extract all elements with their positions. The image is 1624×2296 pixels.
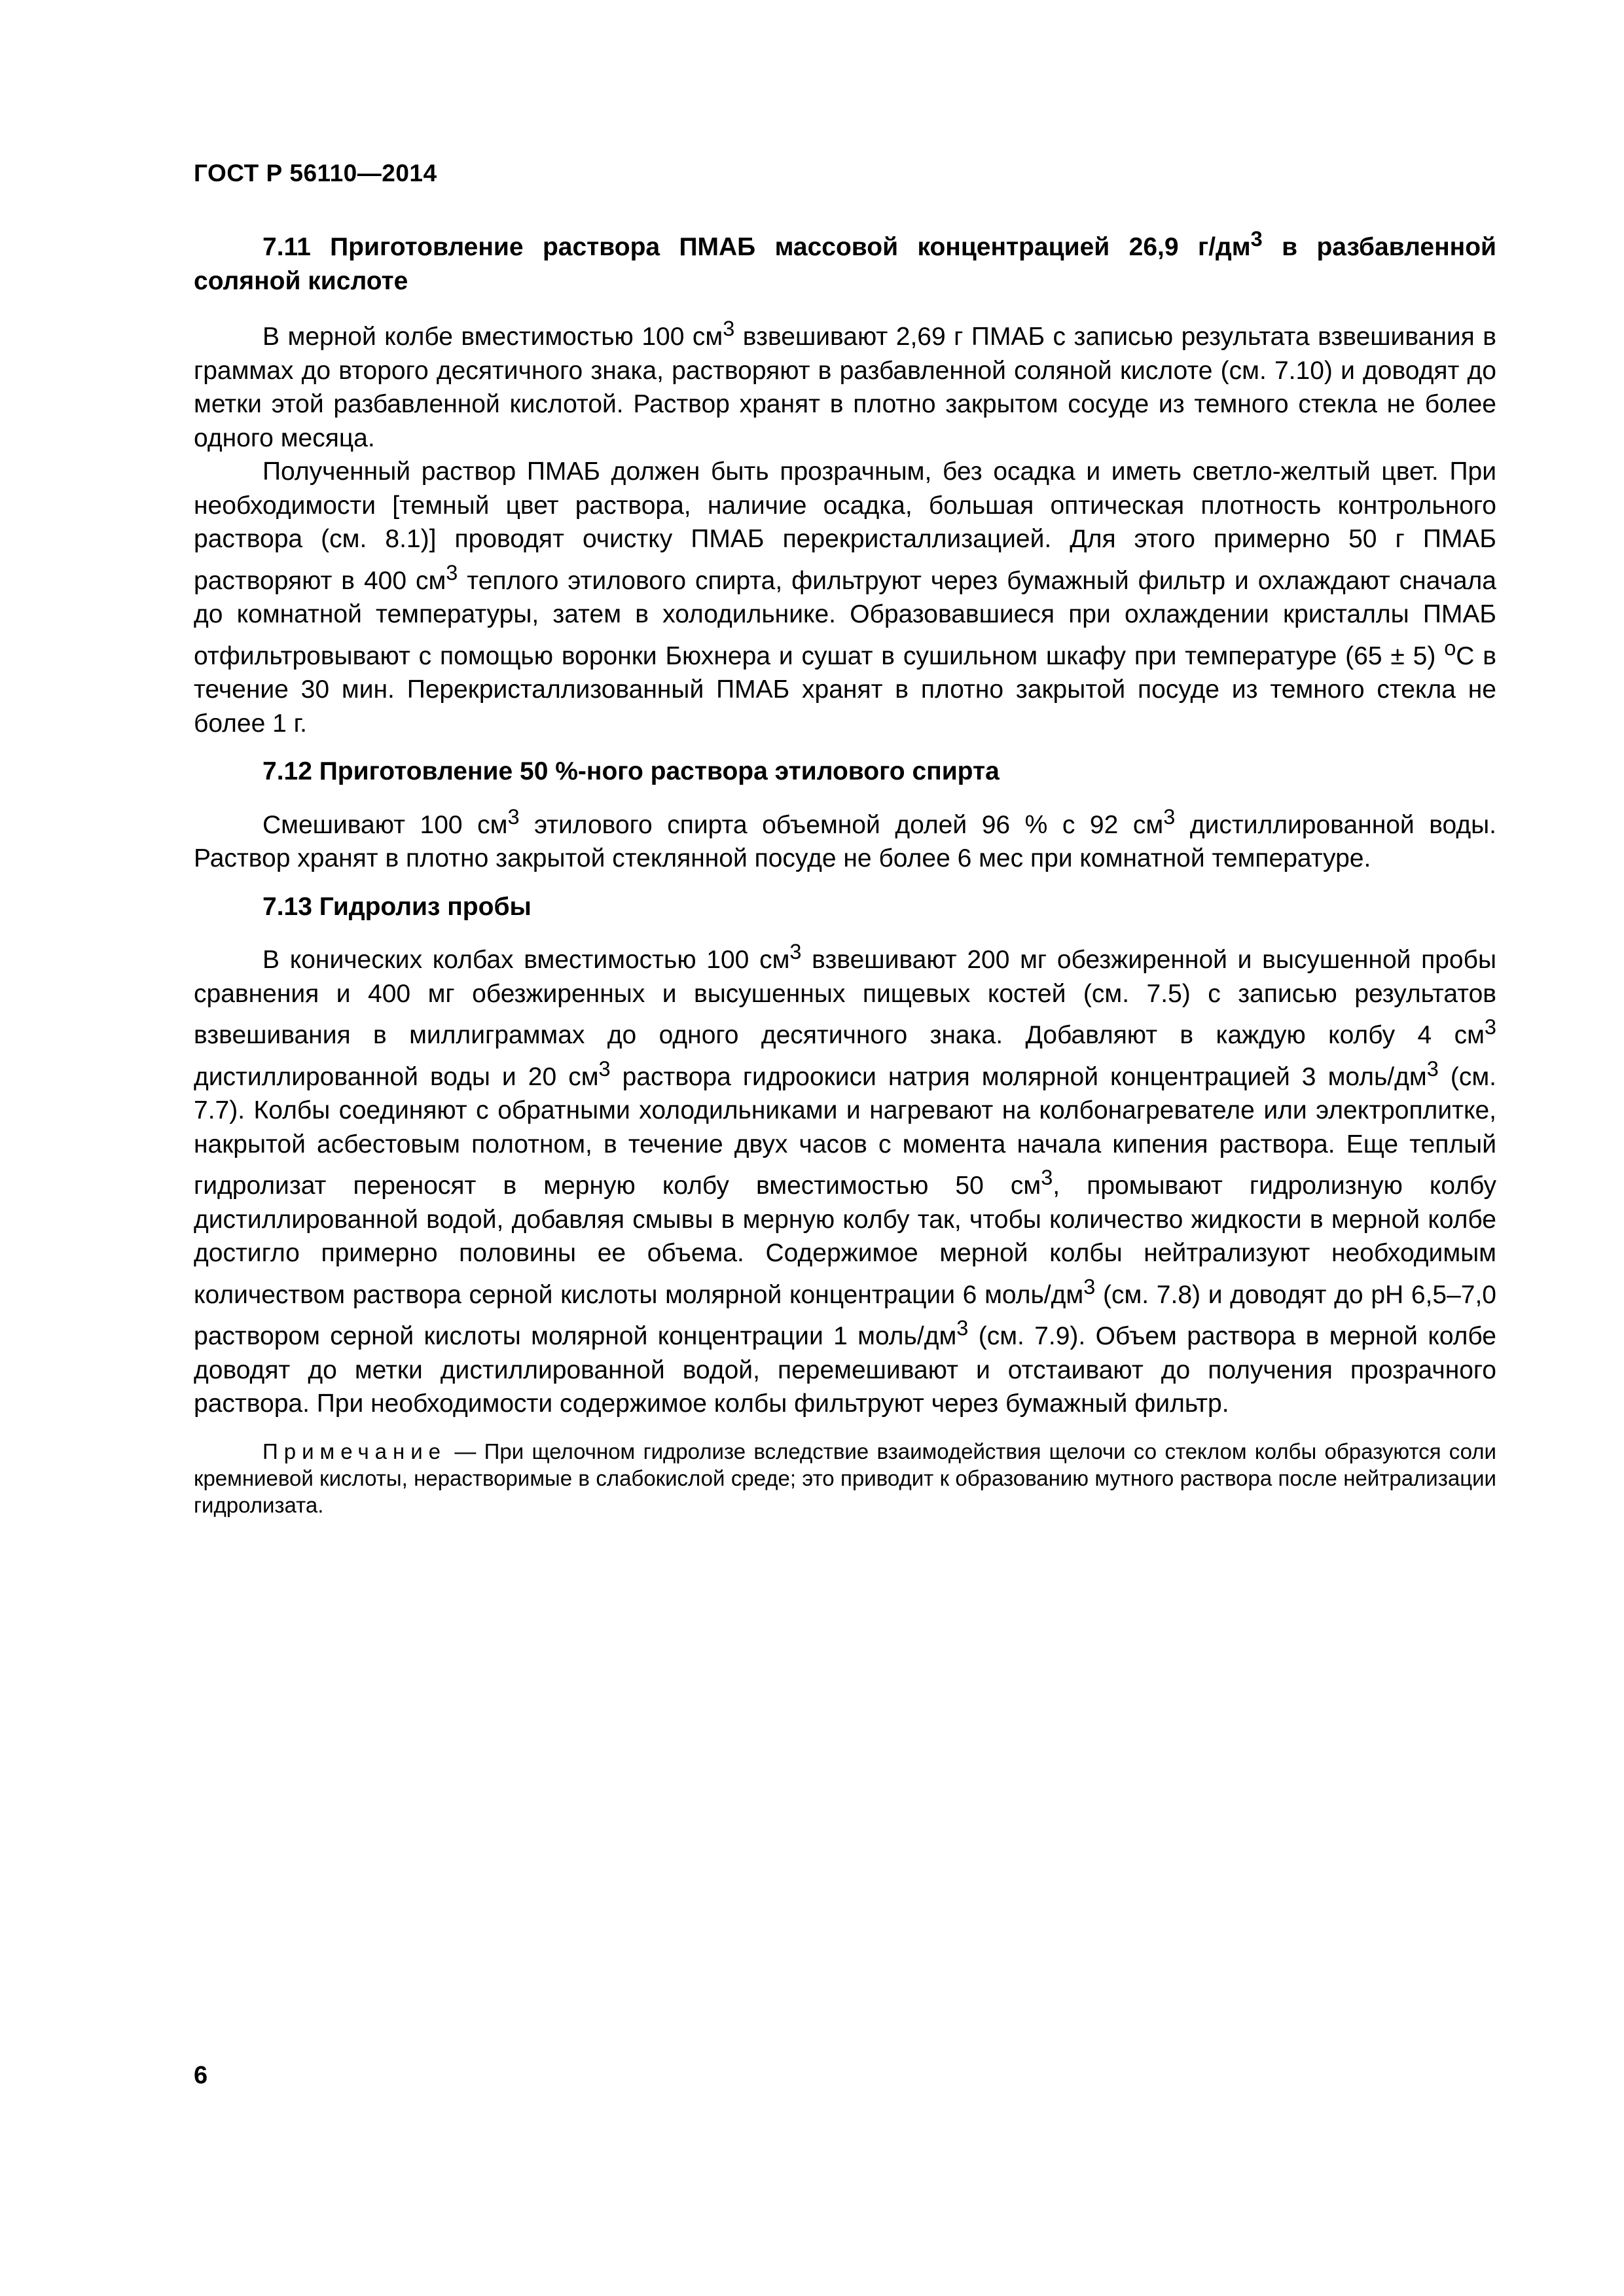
section-7-12-paragraph-1 (194, 800, 1496, 876)
paragraph-text: раствора гидроокиси натрия молярной концентрацией 3 моль/дм (610, 1062, 1427, 1091)
superscript: 3 (956, 1316, 969, 1340)
paragraph-text: Полученный раствор ПМАБ должен быть прозрачным, без осадка и иметь светло-желтый цвет. При необходимости [темный цвет раствора, наличие осадка, большая оптическая плотность контрольного раствора (см. 8.1)] проводят очистку ПМАБ перекристаллизацией. Для этого примерно 50 г ПМАБ растворяют в 400 см (194, 457, 1496, 595)
superscript: 3 (446, 560, 458, 584)
superscript: 3 (1484, 1015, 1496, 1039)
paragraph-text: дистиллированной воды. Раствор хранят в плотно закрытой стеклянной посуде не более 6 мес при комнатной температуре. (194, 810, 1496, 872)
superscript: о (1444, 636, 1456, 660)
page-number: 6 (194, 2062, 208, 2089)
paragraph-text: теплого этилового спирта, фильтруют через бумажный фильтр и охлаждают сначала до комнатной температуры, затем в холодильнике. Образовавшиеся при охлаждении кристаллы ПМАБ отфильтровывают с помощью воронки Бюхнера и сушат в сушильном шкафу при температуре (65 ± 5) (194, 566, 1496, 670)
superscript: 3 (789, 940, 802, 963)
paragraph-text: В мерной колбе вместимостью 100 см (262, 323, 723, 351)
heading-text: 7.11 Приготовление раствора ПМАБ массовой концентрацией 26,9 г/дм (262, 233, 1251, 261)
paragraph-text: этилового спирта объемной долей 96 % с 92 см (519, 810, 1164, 839)
superscript: 3 (598, 1056, 611, 1081)
paragraph-text: (см. 7.8) и доводят до pH 6,5–7,0 раствором серной кислоты молярной концентрации 1 моль/дм (194, 1280, 1496, 1350)
paragraph-text: С в течение 30 мин. Перекристаллизованный ПМАБ хранят в плотно закрытой посуде из темного стекла не более 1 г. (194, 641, 1497, 738)
superscript: 3 (1163, 804, 1176, 829)
paragraph-text: (см. 7.9). Объем раствора в мерной колбе доводят до метки дистиллированной водой, перемешивают и отстаивают до получения прозрачного раствора. При необходимости содержимое колбы фильтруют через бумажный фильтр. (194, 1322, 1497, 1418)
section-7-12-heading: 7.12 Приготовление 50 %-ного раствора этилового спирта (262, 757, 1000, 785)
superscript: 3 (507, 804, 520, 829)
paragraph-text: взвешивают 200 мг обезжиренной и высушенной пробы сравнения и 400 мг обезжиренных и высушенных пищевых костей (см. 7.5) с записью результатов взвешивания в миллиграммах до одного десятичного знака. Добавляют в каждую колбу 4 см (194, 946, 1496, 1049)
paragraph-text: взвешивают 2,69 г ПМАБ с записью результата взвешивания в граммах до второго десятичного знака, растворяют в разбавленной соляной кислоте (см. 7.10) и доводят до метки этой разбавленной кислотой. Раствор хранят в плотно закрытом сосуде из темного стекла не более одного месяца. (194, 323, 1496, 452)
superscript: 3 (723, 317, 735, 340)
paragraph-text: Смешивают 100 см (262, 810, 508, 839)
paragraph-text: , промывают гидролизную колбу дистиллированной водой, добавляя смывы в мерную колбу так, чтобы количество жидкости в мерной колбе достигло примерно половины ее объема. Содержимое мерной колбы нейтрализуют необходимым количеством раствора серной кислоты молярной концентрации 6 моль/дм (194, 1172, 1496, 1309)
superscript: 3 (1426, 1056, 1439, 1081)
note-label: Примечание (262, 1439, 447, 1463)
superscript: 3 (1250, 227, 1263, 251)
paragraph-text: (см. 7.7). Колбы соединяют с обратными холодильниками и нагревают на колбонагревателе или электроплитке, накрытой асбестовым полотном, в течение двух часов с момента начала кипения раствора. Еще теплый гидролизат переносят в мерную колбу вместимостью 50 см (194, 1062, 1496, 1200)
note (194, 1438, 1496, 1518)
document-body (194, 223, 1496, 1518)
section-7-13-heading: 7.13 Гидролиз пробы (262, 892, 532, 921)
section-7-11-paragraph-2 (194, 455, 1496, 740)
superscript: 3 (1083, 1274, 1096, 1299)
note-text: — При щелочном гидролизе вследствие взаимодействия щелочи со стеклом колбы образуются соли кремниевой кислоты, нерастворимые в слабокислой среде; это приводит к образованию мутного раствора после нейтрализации гидролизата. (194, 1439, 1496, 1517)
paragraph-text: дистиллированной воды и 20 см (194, 1062, 599, 1091)
document-header: ГОСТ Р 56110—2014 (194, 160, 437, 187)
paragraph-text: В конических колбах вместимостью 100 см (262, 946, 790, 974)
section-7-11-heading (194, 223, 1496, 298)
section-7-11-paragraph-1 (194, 312, 1496, 455)
section-7-13-paragraph-1 (194, 935, 1496, 1421)
superscript: 3 (1041, 1166, 1053, 1189)
heading-text: в разбавленной соляной кислоте (194, 233, 1496, 295)
